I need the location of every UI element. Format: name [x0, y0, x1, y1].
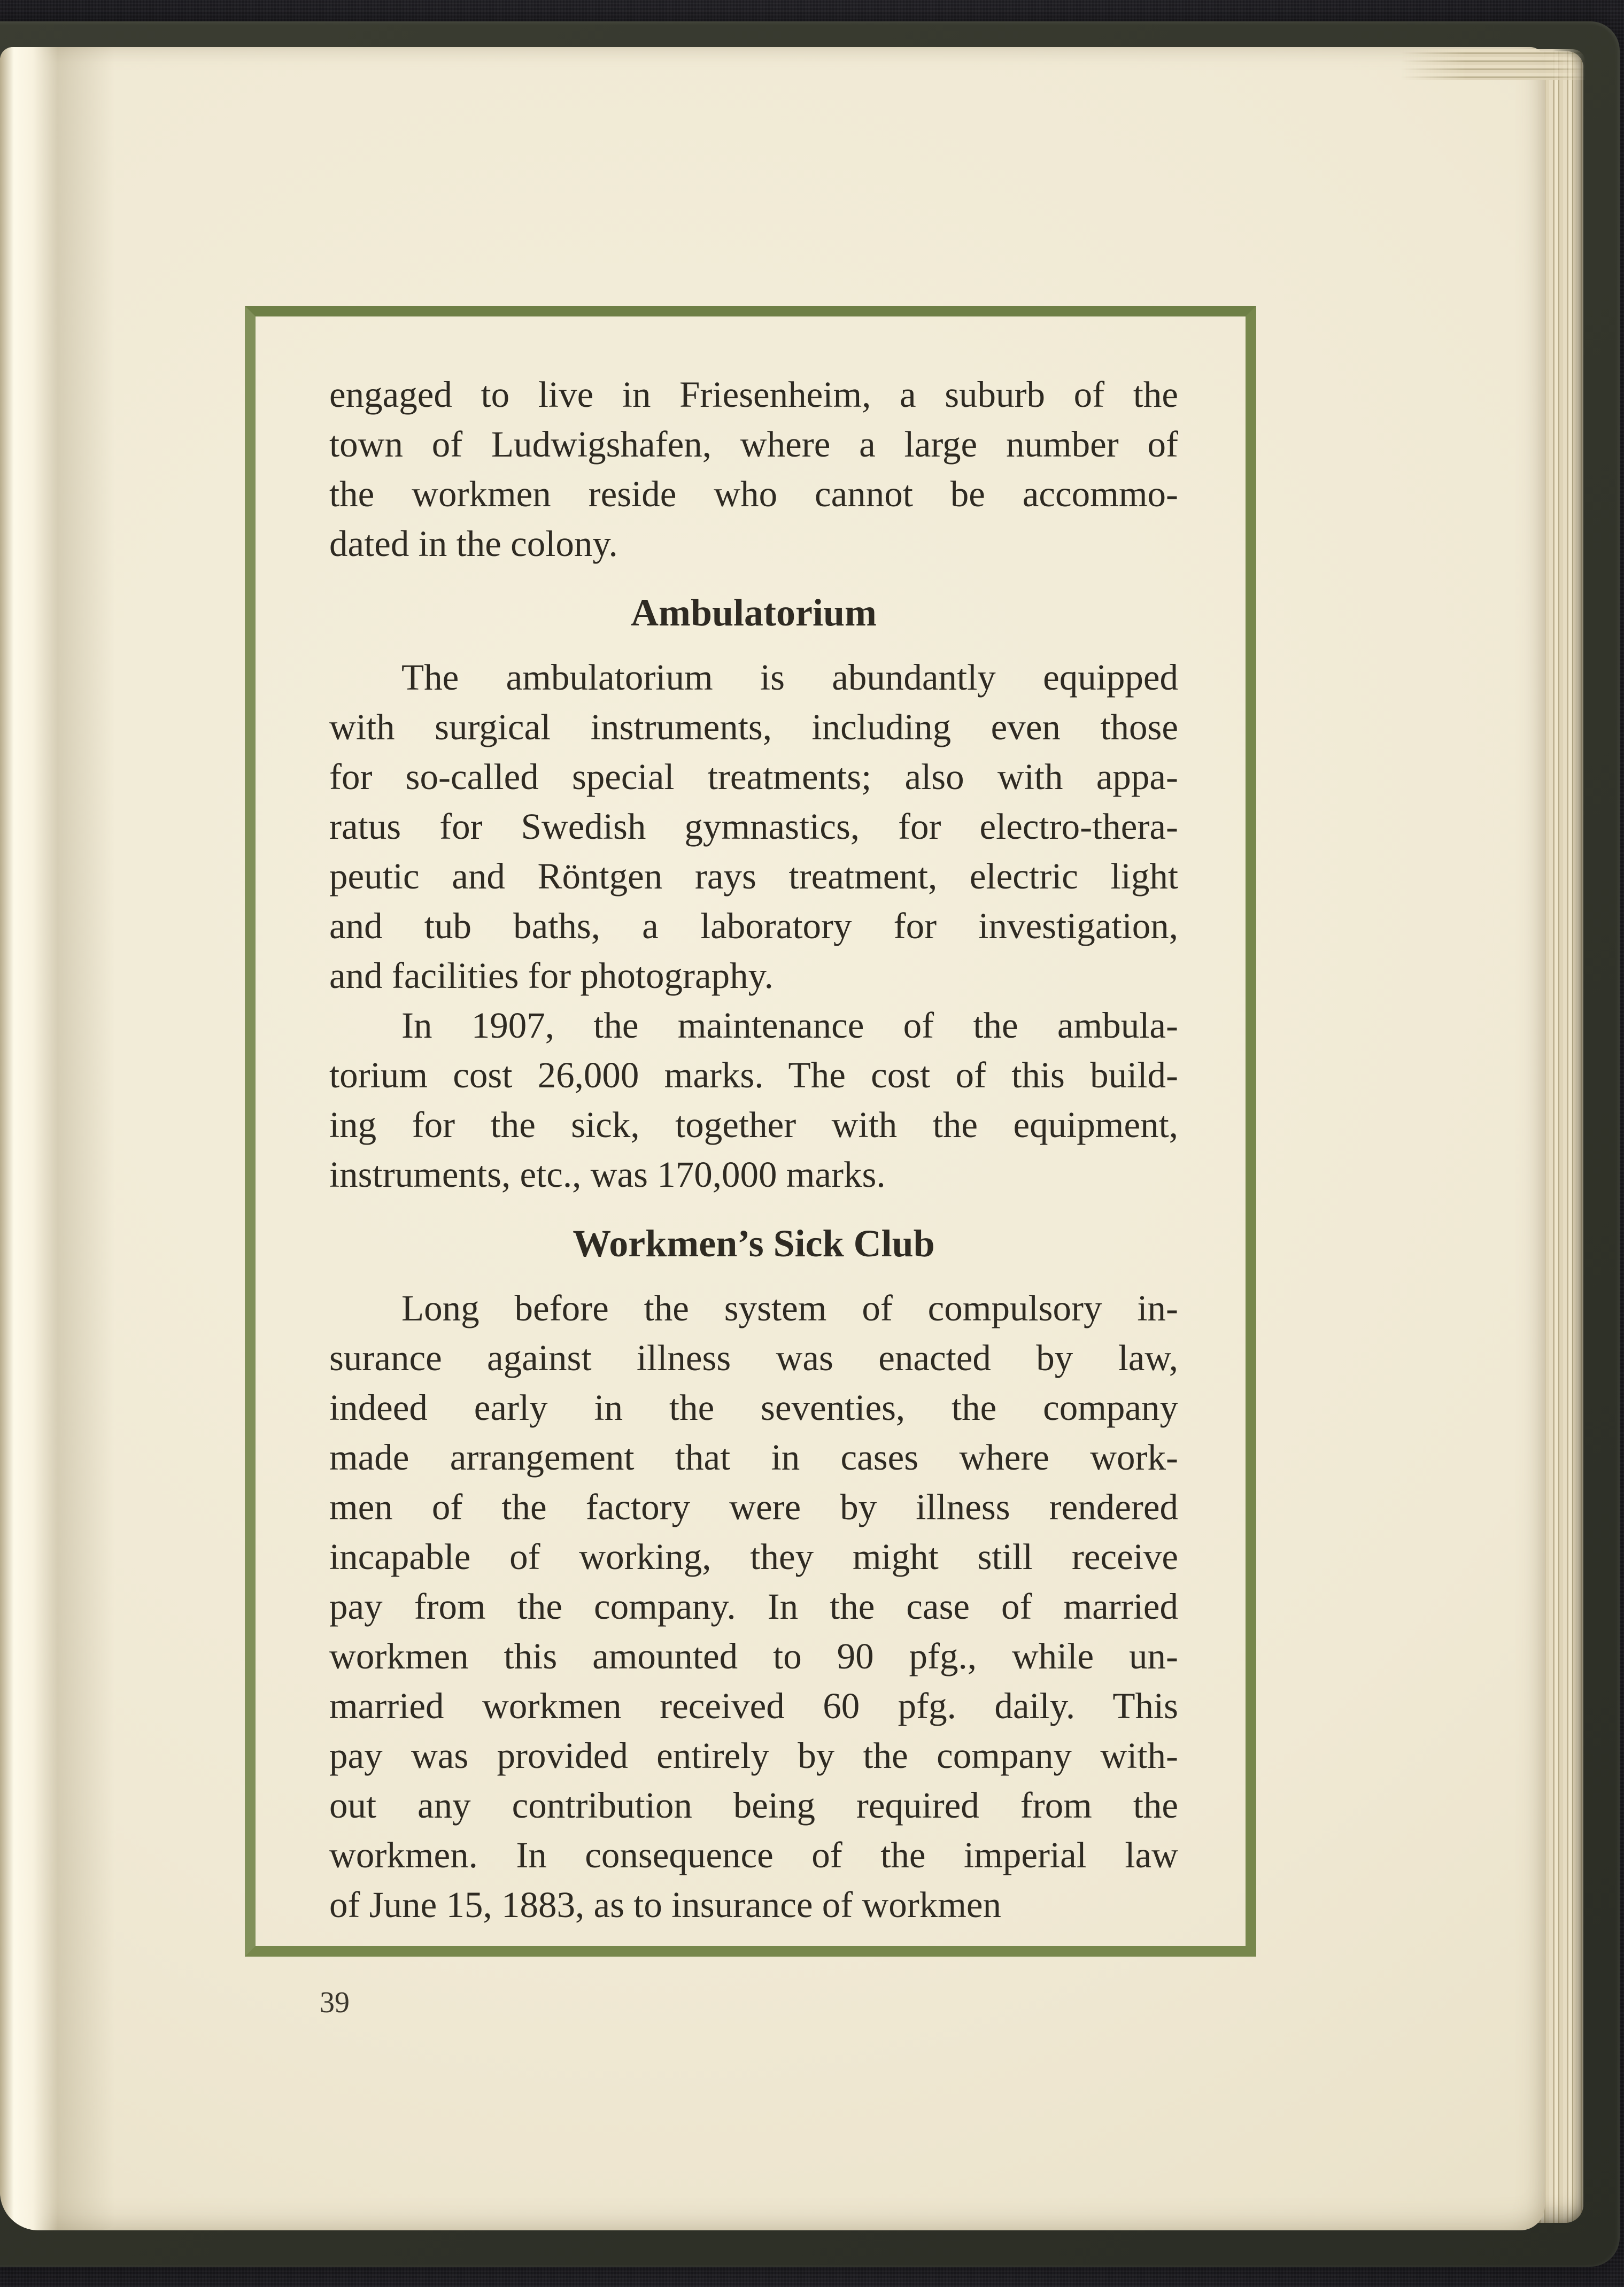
text-line: engaged to live in Friesenheim, a suburb of the — [329, 374, 1178, 415]
paragraph — [329, 1284, 1178, 1930]
text-line: out any contribution being required from the — [329, 1785, 1178, 1826]
section-heading: Ambulatorium — [630, 591, 877, 634]
text-line: the workmen reside who cannot be accommo- — [329, 474, 1178, 514]
text-line: indeed early in the seventies, the company — [329, 1387, 1178, 1428]
text-line: for so-called special treatments; also with appa- — [329, 756, 1178, 797]
text-line: incapable of working, they might still receive — [329, 1536, 1178, 1577]
text-line: made arrangement that in cases where work- — [329, 1437, 1178, 1478]
text-line: workmen. In consequence of the imperial law — [329, 1835, 1178, 1875]
text-line: town of Ludwigshafen, where a large number of — [329, 424, 1178, 465]
book-page — [0, 47, 1545, 2230]
text-line: ratus for Swedish gymnastics, for electro-thera- — [329, 806, 1178, 847]
paragraph — [329, 370, 1178, 569]
text-line: men of the factory were by illness rendered — [329, 1487, 1178, 1527]
text-line: ing for the sick, together with the equipment, — [329, 1104, 1178, 1145]
text-line: married workmen received 60 pfg. daily. This — [329, 1686, 1178, 1726]
text-line: Long before the system of compulsory in- — [401, 1288, 1178, 1328]
text-line: dated in the colony. — [329, 523, 618, 564]
text-blocks — [329, 370, 1178, 1930]
text-line: In 1907, the maintenance of the ambula- — [401, 1005, 1178, 1046]
section-heading: Workmen’s Sick Club — [573, 1222, 935, 1265]
page-edges-top — [1401, 49, 1586, 80]
paragraph — [329, 653, 1178, 1001]
page-number: 39 — [320, 1986, 350, 2019]
text-line: of June 15, 1883, as to insurance of workmen — [329, 1884, 1002, 1925]
text-line: and facilities for photography. — [329, 955, 774, 996]
text-line: pay was provided entirely by the company with- — [329, 1735, 1178, 1776]
paragraph — [329, 1001, 1178, 1200]
text-line: torium cost 26,000 marks. The cost of this build- — [329, 1055, 1178, 1095]
text-line: peutic and Röntgen rays treatment, electric light — [329, 856, 1178, 897]
text-line: surance against illness was enacted by law, — [329, 1338, 1178, 1378]
page-fold-shading — [0, 47, 123, 2230]
decorative-border-frame — [245, 306, 1256, 1957]
text-line: instruments, etc., was 170,000 marks. — [329, 1154, 886, 1195]
text-line: workmen this amounted to 90 pfg., while un- — [329, 1636, 1178, 1676]
text-line: The ambulatorium is abundantly equipped — [401, 657, 1178, 698]
text-line: with surgical instruments, including even those — [329, 707, 1178, 747]
text-line: pay from the company. In the case of married — [329, 1586, 1178, 1627]
text-line: and tub baths, a laboratory for investigation, — [329, 906, 1178, 946]
